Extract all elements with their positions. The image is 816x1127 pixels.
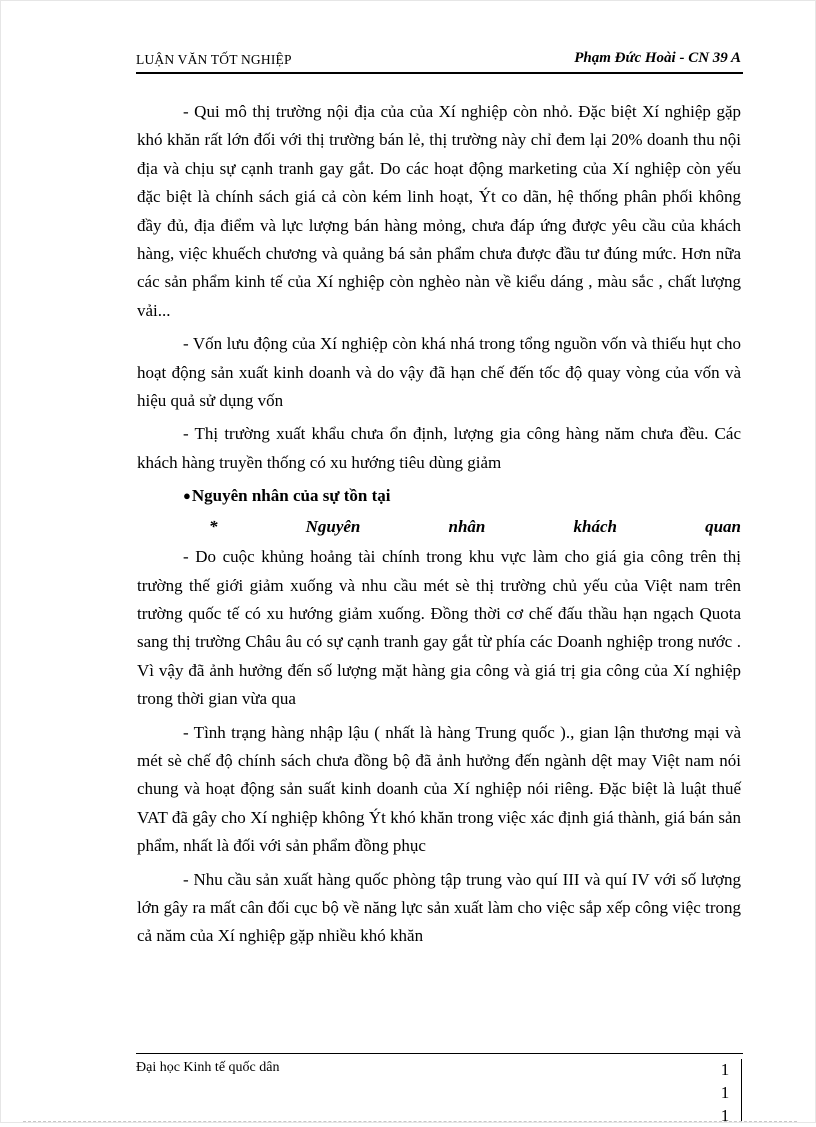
- section-heading-text: Nguyên nhân của sự tồn tại: [191, 486, 391, 506]
- footer-institution: Đại học Kinh tế quốc dân: [136, 1060, 280, 1075]
- paragraph-export-market: - Thị trường xuất khẩu chưa ổn định, lượng gia công hàng năm chưa đều. Các khách hàng truyền thống có xu hướng tiêu dùng giảm: [137, 424, 741, 472]
- paragraph-financial-crisis: - Do cuộc khủng hoảng tài chính trong khu vực làm cho giá gia công trên thị trường thế giới giảm xuống và nhu cầu mét sè thị trường chủ yếu của Việt nam trên trường quốc tế có xu hướng giảm xuống. Đồng thời cơ chế đấu thầu hạn ngạch Quota sang thị trường Châu âu có sự cạnh tranh gay gắt từ phía các Doanh nghiệp trong nước . Vì vậy đã ảnh hưởng đến số lượng mặt hàng gia công và giá trị gia công của Xí nghiệp trong thời gian vừa qua: [137, 547, 741, 709]
- header-author: Phạm Đức Hoài - CN 39 A: [574, 50, 741, 66]
- page-footer: [136, 1053, 743, 1125]
- subsection-word: Nguyên: [305, 516, 361, 536]
- page-number-digit: 1: [720, 1060, 730, 1079]
- paragraph-defense-production: - Nhu cầu sản xuất hàng quốc phòng tập trung vào quí III và quí IV với số lượng lớn gây ra mất cân đối cục bộ về năng lực sản xuất làm cho việc sắp xếp công việc trong cả năm của Xí nghiệp gặp nhiều khó khăn: [137, 869, 741, 946]
- section-heading: [137, 482, 741, 510]
- page-break-line: [23, 1121, 797, 1122]
- page-number: [719, 1058, 731, 1127]
- subsection-word: khách: [573, 516, 617, 536]
- document-body: [137, 98, 741, 956]
- subsection-word: nhân: [448, 516, 486, 536]
- page-header: [136, 50, 743, 74]
- header-title: LUẬN VĂN TỐT NGHIỆP: [136, 52, 292, 67]
- subsection-star: *: [209, 516, 218, 536]
- subsection-word: quan: [705, 516, 741, 536]
- footer-divider: [741, 1059, 742, 1121]
- subsection-heading: [137, 513, 741, 541]
- paragraph-domestic-market: - Qui mô thị trường nội địa của của Xí nghiệp còn nhỏ. Đặc biệt Xí nghiệp gặp khó khăn rất lớn đối với thị trường bán lẻ, thị trường này chỉ đem lại 20% doanh thu nội địa và chịu sự cạnh tranh gay gắt. Do các hoạt động marketing của Xí nghiệp còn yếu đặc biệt là chính sách giá cả còn kém linh hoạt, Ýt co dãn, hệ thống phân phối không đầy đủ, địa điểm và lực lượng bán hàng mỏng, chưa đáp ứng được yêu cầu của khách hàng, việc khuếch chương và quảng bá sản phẩm chưa được đầu tư đúng mức. Hơn nữa các sản phẩm kinh tế của Xí nghiệp còn nghèo nàn về kiểu dáng , màu sắc , chất lượng vải...: [137, 102, 741, 320]
- paragraph-smuggling: - Tình trạng hàng nhập lậu ( nhất là hàng Trung quốc )., gian lận thương mại và mét sè chế độ chính sách chưa đồng bộ đã ảnh hưởng đến ngành dệt may Việt nam nói chung và hoạt động sản suất kinh doanh của Xí nghiệp nói riêng. Đặc biệt là luật thuế VAT đã gây cho Xí nghiệp không Ýt khó khăn trong việc xác định giá thành, giá bán sản phẩm, nhất là đối với sản phẩm đồng phục: [137, 722, 741, 856]
- page-number-digit: 1: [720, 1083, 730, 1102]
- bullet-icon: ●: [183, 488, 191, 504]
- paragraph-working-capital: - Vốn lưu động của Xí nghiệp còn khá nhá trong tổng nguồn vốn và thiếu hụt cho hoạt động sản xuất kinh doanh và do vậy đã hạn chế đến tốc độ quay vòng của vốn và hiệu quả sử dụng vốn: [137, 334, 741, 411]
- page-number-digit: 1: [720, 1106, 730, 1125]
